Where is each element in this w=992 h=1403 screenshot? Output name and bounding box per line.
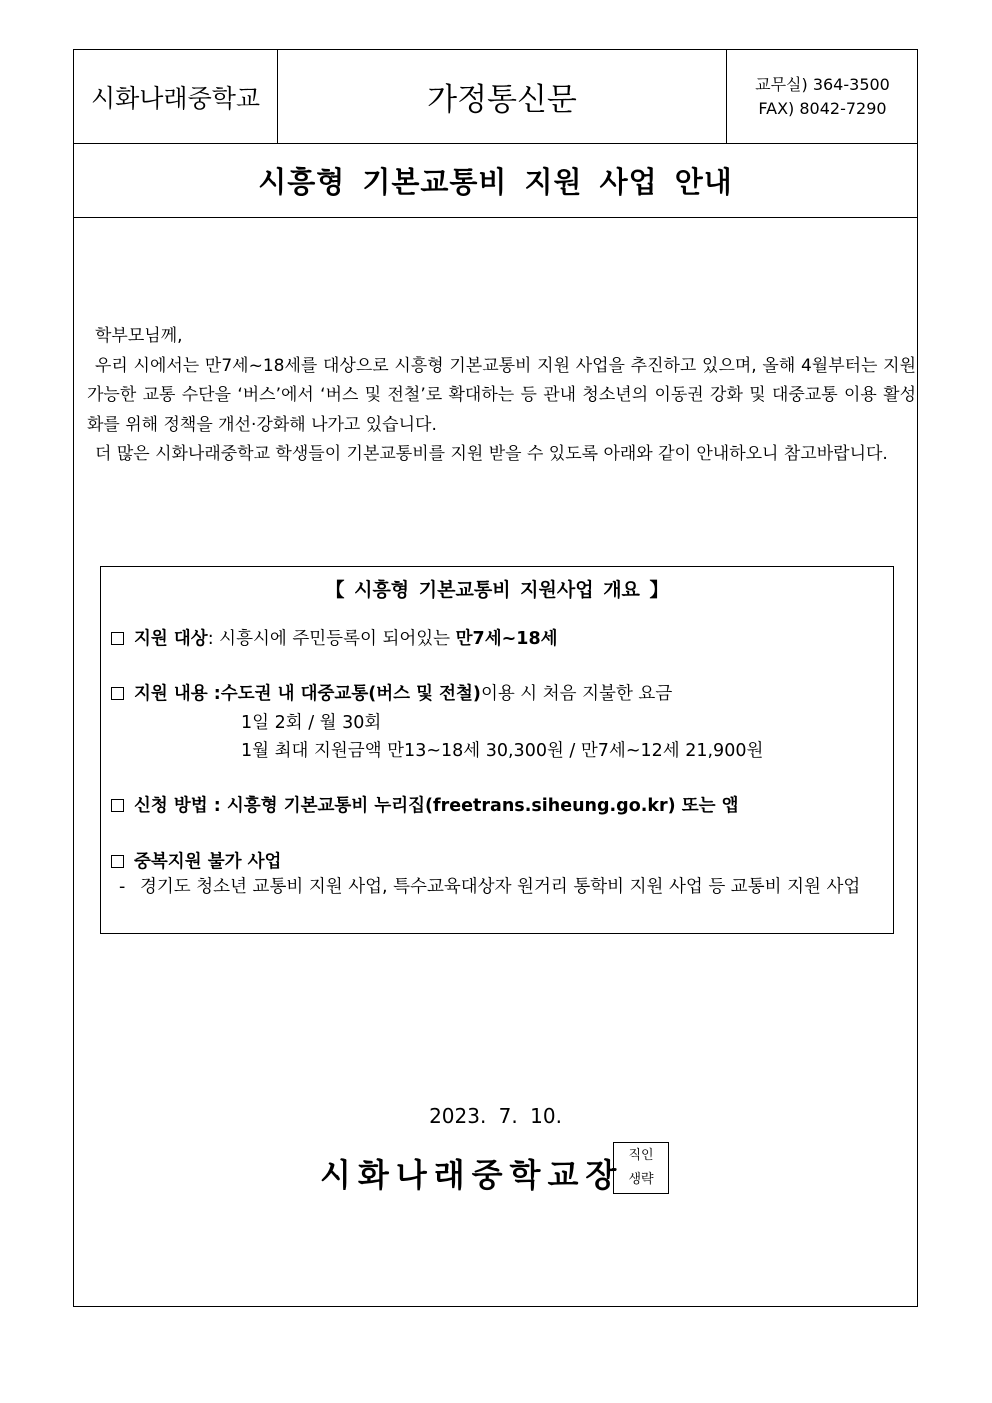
official-seal-omitted bbox=[613, 1142, 669, 1194]
checkbox-square-icon bbox=[111, 632, 124, 645]
apply-text: 신청 방법 : 시흥형 기본교통비 누리집(freetrans.siheung.go.kr) 또는 앱 bbox=[134, 796, 739, 816]
document-type: 가정통신문 bbox=[427, 82, 577, 118]
checkbox-square-icon bbox=[111, 687, 124, 700]
overview-box bbox=[100, 566, 894, 934]
dash-bullet: - bbox=[119, 877, 126, 897]
contact-info bbox=[726, 50, 918, 143]
issue-date: 2023. 7. 10. bbox=[429, 1104, 562, 1128]
target-label: 지원 대상 bbox=[134, 629, 208, 649]
checkbox-square-icon bbox=[111, 799, 124, 812]
checkbox-square-icon bbox=[111, 855, 124, 868]
greeting: 학부모님께, bbox=[95, 326, 183, 346]
document-title: 시흥형 기본교통비 지원 사업 안내 bbox=[74, 144, 917, 218]
content-item bbox=[111, 680, 672, 705]
target-age: 만7세~18세 bbox=[455, 629, 558, 649]
letter-body bbox=[87, 322, 916, 470]
content-text: 이용 시 처음 지불한 요금 bbox=[480, 684, 673, 704]
paragraph-1: 우리 시에서는 만7세~18세를 대상으로 시흥형 기본교통비 지원 사업을 추진하고 있으며, 올해 4월부터는 지원 가능한 교통 수단을 ‘버스’에서 ‘버스 및 전철’로 확대하는 등 관내 청소년의 이동권 강화 및 대중교통 이용 활성화를 위해 정책을 개선·강화해 나가고 있습니다. bbox=[87, 355, 916, 435]
duplicate-detail bbox=[119, 873, 885, 901]
content-frequency: 1일 2회 / 월 30회 bbox=[241, 713, 382, 733]
phone-number: 교무실) 364-3500 bbox=[755, 74, 890, 94]
content-amount: 1월 최대 지원금액 만13~18세 30,300원 / 만7세~12세 21,900원 bbox=[241, 741, 764, 761]
overview-heading: 【 시흥형 기본교통비 지원사업 개요 】 bbox=[325, 579, 669, 601]
newsletter-frame bbox=[73, 49, 918, 1307]
school-name: 시화나래중학교 bbox=[74, 50, 278, 143]
paragraph-2: 더 많은 시화나래중학교 학생들이 기본교통비를 지원 받을 수 있도록 아래와 같이 안내하오니 참고바랍니다. bbox=[95, 444, 888, 464]
duplicate-item bbox=[111, 848, 281, 873]
target-item bbox=[111, 625, 558, 650]
seal-line-1: 직인 bbox=[628, 1148, 654, 1163]
duplicate-text: 경기도 청소년 교통비 지원 사업, 특수교육대상자 원거리 통학비 지원 사업 등 교통비 지원 사업 bbox=[140, 877, 861, 897]
seal-line-2: 생략 bbox=[628, 1172, 654, 1187]
header-table bbox=[74, 50, 917, 144]
target-text: : 시흥시에 주민등록이 되어있는 bbox=[207, 629, 456, 649]
principal-signature: 시화나래중학교장 bbox=[320, 1156, 624, 1194]
content-label: 지원 내용 :수도권 내 대중교통(버스 및 전철) bbox=[134, 684, 481, 704]
apply-item bbox=[111, 792, 739, 817]
fax-number: FAX) 8042-7290 bbox=[758, 98, 887, 118]
duplicate-label: 중복지원 불가 사업 bbox=[134, 852, 282, 872]
